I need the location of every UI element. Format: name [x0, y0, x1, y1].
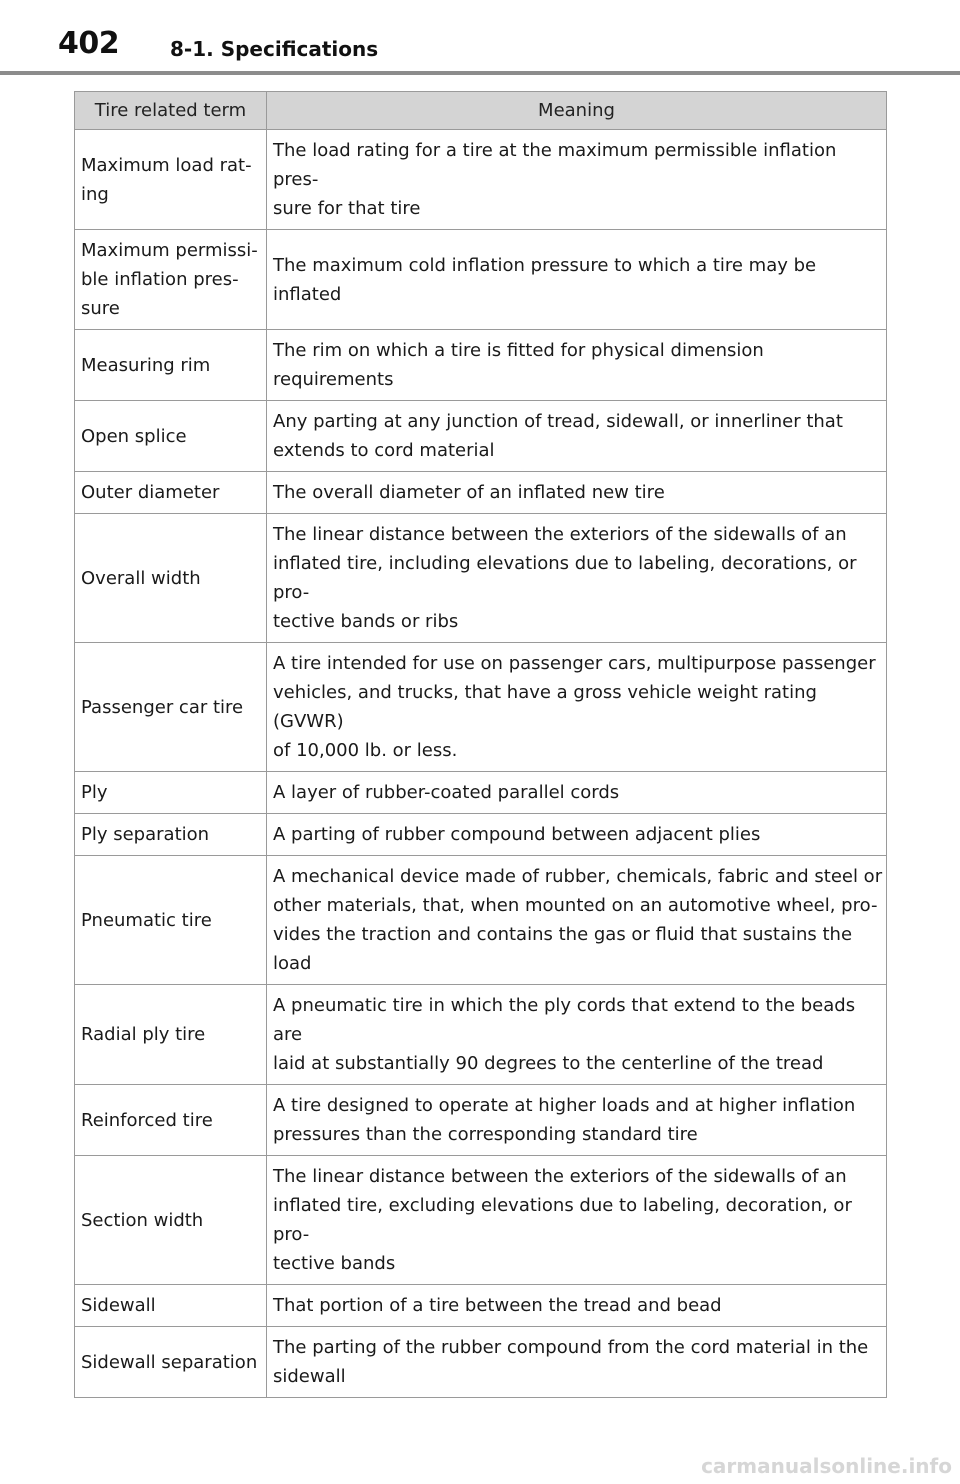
table-row [75, 1285, 887, 1327]
meaning-cell: Any parting at any junction of tread, sidewall, or innerliner that extends to cord material [267, 401, 887, 472]
watermark: carmanualsonline.info [701, 1454, 952, 1478]
meaning-cell: A tire intended for use on passenger cars, multipurpose passenger vehicles, and trucks, that have a gross vehicle weight rating (GVWR) of 10,000 lb. or less. [267, 643, 887, 772]
column-header-meaning: Meaning [267, 92, 887, 130]
tire-terms-table [74, 91, 887, 1398]
meaning-cell: The linear distance between the exteriors of the sidewalls of an inflated tire, including elevations due to labeling, decorations, or pro- tective bands or ribs [267, 514, 887, 643]
meaning-cell: The linear distance between the exteriors of the sidewalls of an inflated tire, excluding elevations due to labeling, decoration, or pro- tective bands [267, 1156, 887, 1285]
table-row [75, 401, 887, 472]
term-cell: Open splice [75, 401, 267, 472]
term-cell: Overall width [75, 514, 267, 643]
table-row [75, 514, 887, 643]
meaning-cell: A pneumatic tire in which the ply cords that extend to the beads are laid at substantially 90 degrees to the centerline of the tread [267, 985, 887, 1085]
meaning-cell: A layer of rubber-coated parallel cords [267, 772, 887, 814]
term-cell: Passenger car tire [75, 643, 267, 772]
table-row [75, 643, 887, 772]
term-cell: Ply [75, 772, 267, 814]
table-body [75, 130, 887, 1398]
header-divider [0, 71, 960, 75]
term-cell: Pneumatic tire [75, 856, 267, 985]
term-cell: Maximum permissi- ble inflation pres- sure [75, 230, 267, 330]
section-title: 8-1. Specifications [170, 37, 379, 61]
column-header-term: Tire related term [75, 92, 267, 130]
table-row [75, 230, 887, 330]
table-row [75, 856, 887, 985]
meaning-cell: The overall diameter of an inflated new tire [267, 472, 887, 514]
meaning-cell: A mechanical device made of rubber, chemicals, fabric and steel or other materials, that, when mounted on an automotive wheel, pro- vides the traction and contains the gas or fluid that sustains the load [267, 856, 887, 985]
meaning-cell: The load rating for a tire at the maximum permissible inflation pres- sure for that tire [267, 130, 887, 230]
term-cell: Radial ply tire [75, 985, 267, 1085]
term-cell: Reinforced tire [75, 1085, 267, 1156]
table-row [75, 472, 887, 514]
meaning-cell: A tire designed to operate at higher loads and at higher inflation pressures than the corresponding standard tire [267, 1085, 887, 1156]
table-row [75, 814, 887, 856]
meaning-cell: That portion of a tire between the tread and bead [267, 1285, 887, 1327]
term-cell: Ply separation [75, 814, 267, 856]
term-cell: Sidewall separation [75, 1327, 267, 1398]
table-row [75, 985, 887, 1085]
page-number: 402 [58, 26, 120, 61]
table-row [75, 1327, 887, 1398]
table-row [75, 130, 887, 230]
meaning-cell: The maximum cold inflation pressure to which a tire may be inflated [267, 230, 887, 330]
table-row [75, 330, 887, 401]
term-cell: Section width [75, 1156, 267, 1285]
page-header [0, 0, 960, 76]
table-row [75, 1156, 887, 1285]
table-row [75, 1085, 887, 1156]
meaning-cell: The parting of the rubber compound from the cord material in the sidewall [267, 1327, 887, 1398]
term-cell: Maximum load rat- ing [75, 130, 267, 230]
table-header-row [75, 92, 887, 130]
term-cell: Sidewall [75, 1285, 267, 1327]
term-cell: Outer diameter [75, 472, 267, 514]
table-row [75, 772, 887, 814]
meaning-cell: A parting of rubber compound between adjacent plies [267, 814, 887, 856]
term-cell: Measuring rim [75, 330, 267, 401]
meaning-cell: The rim on which a tire is fitted for physical dimension requirements [267, 330, 887, 401]
